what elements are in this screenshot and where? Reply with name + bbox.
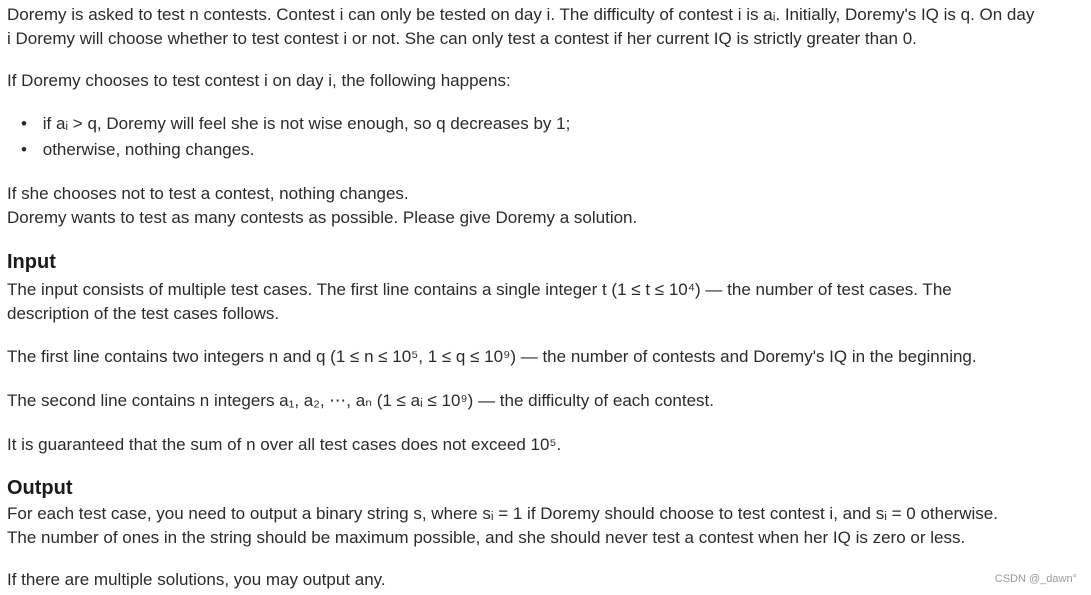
statement-line-3	[7, 70, 511, 92]
statement-line-1-text: Doremy is asked to test n contests. Contest i can only be tested on day i. The difficulty of contest i is aᵢ. Initially, Doremy's IQ is q. On day	[7, 5, 1035, 24]
output-paragraph-1-line-1-text: For each test case, you need to output a binary string s, where sᵢ = 1 if Doremy should choose to test contest i, and sᵢ = 0 otherwise.	[7, 504, 998, 523]
statement-line-4-text: If she chooses not to test a contest, nothing changes.	[7, 184, 409, 203]
statement-line-2-text: i Doremy will choose whether to test contest i or not. She can only test a contest if her current IQ is strictly greater than 0.	[7, 29, 917, 48]
csdn-watermark: CSDN @_dawn°	[994, 573, 1077, 585]
rule-item	[21, 113, 570, 135]
rule-item-text: otherwise, nothing changes.	[42, 140, 255, 159]
statement-line-2	[7, 28, 917, 50]
input-paragraph-2-text: The first line contains two integers n and q (1 ≤ n ≤ 10⁵, 1 ≤ q ≤ 10⁹) — the number of contests and Doremy's IQ in the beginning.	[7, 347, 977, 366]
statement-line-5	[7, 207, 637, 229]
input-paragraph-1-line-1	[7, 279, 952, 301]
rule-item-text: if aᵢ > q, Doremy will feel she is not wise enough, so q decreases by 1;	[42, 114, 571, 133]
input-paragraph-3-text: The second line contains n integers a₁, a₂, ⋯, aₙ (1 ≤ aᵢ ≤ 10⁹) — the difficulty of each contest.	[7, 391, 714, 410]
input-paragraph-2	[7, 346, 977, 368]
input-paragraph-1-line-2	[7, 303, 279, 325]
input-paragraph-4	[7, 434, 561, 456]
statement-line-3-text: If Doremy chooses to test contest i on day i, the following happens:	[7, 71, 511, 90]
statement-line-5-text: Doremy wants to test as many contests as possible. Please give Doremy a solution.	[7, 208, 638, 227]
input-paragraph-1-line-1-text: The input consists of multiple test cases. The first line contains a single integer t (1 ≤ t ≤ 10⁴) — the number of test cases. The	[7, 280, 952, 299]
output-paragraph-2	[7, 569, 386, 591]
output-paragraph-2-text: If there are multiple solutions, you may output any.	[7, 570, 386, 589]
output-paragraph-1-line-2-text: The number of ones in the string should be maximum possible, and she should never test a contest when her IQ is zero or less.	[7, 528, 966, 547]
statement-line-4	[7, 183, 409, 205]
input-paragraph-3	[7, 390, 714, 412]
output-paragraph-1-line-1	[7, 503, 998, 525]
input-paragraph-4-text: It is guaranteed that the sum of n over all test cases does not exceed 10⁵.	[7, 435, 562, 454]
output-paragraph-1-line-2	[7, 527, 965, 549]
output-heading: Output	[7, 477, 73, 499]
rule-item	[21, 139, 254, 161]
statement-line-1	[7, 4, 1034, 26]
input-heading: Input	[7, 251, 56, 273]
input-paragraph-1-line-2-text: description of the test cases follows.	[7, 304, 280, 323]
